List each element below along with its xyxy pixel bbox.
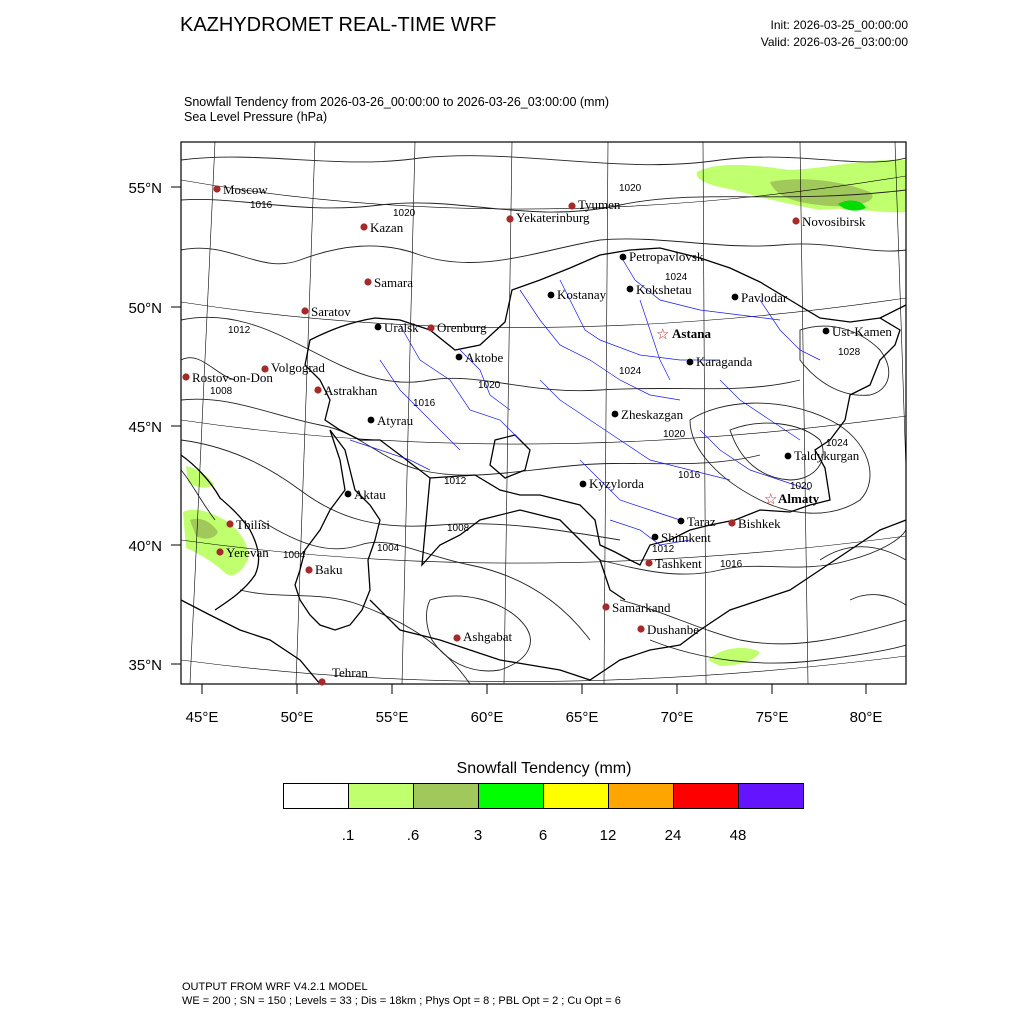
country-borders (181, 248, 906, 684)
lon-label: 55°E (375, 709, 409, 726)
city-label: Tbilisi (236, 517, 270, 532)
cities (182, 182, 892, 686)
legend-tick-label: 3 (473, 827, 483, 844)
isobar-label: 1004 (283, 550, 306, 561)
city-marker-foreign (427, 324, 434, 331)
isobar-label: 1020 (619, 183, 642, 194)
isobar-label: 1012 (444, 476, 467, 487)
isobar-label: 1016 (413, 398, 436, 409)
capital-star-icon: ☆ (764, 490, 778, 508)
city-marker-kz (785, 453, 792, 460)
russia-china-border (880, 305, 906, 318)
lon-label: 80°E (849, 709, 883, 726)
city-marker-foreign (301, 307, 308, 314)
city-label: Saratov (311, 304, 351, 319)
caspian-coast (295, 430, 380, 630)
city-label: Yekaterinburg (516, 210, 590, 225)
city-label: Orenburg (437, 320, 487, 335)
city-marker-kz (652, 534, 659, 541)
valid-time: Valid: 2026-03-26_03:00:00 (760, 35, 908, 49)
city-label: Aktau (354, 487, 386, 502)
lat-label: 45°N (128, 419, 162, 436)
city-marker-kz (732, 294, 739, 301)
isobar-label: 1008 (210, 386, 233, 397)
isobar-label: 1012 (652, 544, 675, 555)
legend-title: Snowfall Tendency (mm) (456, 760, 632, 777)
city-label: Kazan (370, 220, 404, 235)
isobar-label: 1024 (619, 366, 642, 377)
isobar-label: 1012 (228, 325, 251, 336)
city-marker-kz (687, 359, 694, 366)
city-label: Atyrau (377, 413, 414, 428)
city-marker-foreign (226, 520, 233, 527)
city-marker-foreign (364, 278, 371, 285)
isobar-label: 1004 (377, 543, 400, 554)
legend-color-box (543, 783, 609, 809)
city-marker-foreign (305, 566, 312, 573)
city-marker-kz (345, 491, 352, 498)
snowfall-area-tienshan (708, 648, 760, 666)
city-marker-kz (612, 411, 619, 418)
city-label: Taldykurgan (794, 448, 860, 463)
city-label: Samara (374, 275, 413, 290)
isobar-label: 1028 (838, 347, 861, 358)
city-label: Zheskazgan (621, 407, 684, 422)
lon-label: 65°E (565, 709, 599, 726)
legend-tick-label: 12 (599, 827, 617, 844)
field-description-snowfall: Snowfall Tendency from 2026-03-26_00:00:00 to 2026-03-26_03:00:00 (mm) (184, 95, 610, 109)
city-marker-foreign (602, 603, 609, 610)
legend-color-box (738, 783, 804, 809)
city-marker-kz (627, 286, 634, 293)
legend-color-box (608, 783, 674, 809)
latitude-labels (128, 180, 162, 674)
isobar-label: 1024 (826, 438, 849, 449)
city-label: Ashgabat (463, 629, 513, 644)
city-marker-foreign (453, 634, 460, 641)
city-marker-kz (678, 518, 685, 525)
legend-tick-label: .1 (341, 827, 355, 844)
city-label: Ust-Kamen (832, 324, 892, 339)
city-label-capital: Astana (672, 326, 712, 341)
city-label: Tyumen (578, 197, 621, 212)
city-label: Shimkent (661, 530, 711, 545)
city-label: Kokshetau (636, 282, 692, 297)
model-info-line1: OUTPUT FROM WRF V4.2.1 MODEL (182, 981, 368, 993)
city-label: Karaganda (696, 354, 753, 369)
map-title: KAZHYDROMET REAL-TIME WRF (180, 14, 497, 36)
city-label: Kyzylorda (589, 476, 644, 491)
lat-label: 40°N (128, 538, 162, 555)
legend-tick-label: 24 (664, 827, 682, 844)
isobars (181, 156, 906, 684)
lon-label: 45°E (185, 709, 219, 726)
legend-color-box (283, 783, 349, 809)
model-info-line2: WE = 200 ; SN = 150 ; Levels = 33 ; Dis = 18km ; Phys Opt = 8 ; PBL Opt = 2 ; Cu Opt = 6 (182, 995, 621, 1007)
city-marker-kz (620, 254, 627, 261)
init-time: Init: 2026-03-25_00:00:00 (770, 18, 908, 32)
city-marker-foreign (792, 217, 799, 224)
city-label: Petropavlovsk (629, 249, 704, 264)
uzbek-border (422, 478, 625, 600)
lon-label: 75°E (755, 709, 789, 726)
city-label: Taraz (687, 514, 716, 529)
city-marker-foreign (182, 373, 189, 380)
city-marker-foreign (645, 559, 652, 566)
city-label: Kostanay (557, 287, 607, 302)
city-marker-kz (548, 292, 555, 299)
city-label: Baku (315, 562, 343, 577)
lon-label: 60°E (470, 709, 504, 726)
city-marker-foreign (506, 215, 513, 222)
isobar-label: 1016 (678, 470, 701, 481)
city-marker-foreign (213, 185, 220, 192)
legend-tick-label: 48 (729, 827, 747, 844)
city-label: Rostov-on-Don (192, 370, 273, 385)
city-marker-kz (580, 481, 587, 488)
city-label: Novosibirsk (802, 214, 866, 229)
isobar-label: 1008 (447, 523, 470, 534)
city-marker-foreign (216, 548, 223, 555)
aral-sea (490, 435, 530, 478)
city-marker-kz (375, 324, 382, 331)
lon-label: 50°E (280, 709, 314, 726)
city-label: Astrakhan (324, 383, 378, 398)
legend-tick-label: .6 (406, 827, 420, 844)
legend-tick-label: 6 (538, 827, 548, 844)
city-marker-foreign (360, 223, 367, 230)
city-marker-kz (456, 354, 463, 361)
lat-label: 50°N (128, 300, 162, 317)
lat-label: 55°N (128, 180, 162, 197)
snowfall-shading (183, 160, 906, 666)
city-marker-foreign (318, 678, 325, 685)
city-marker-foreign (568, 202, 575, 209)
city-label: Samarkand (612, 600, 671, 615)
city-marker-foreign (637, 625, 644, 632)
city-label: Tashkent (655, 556, 702, 571)
city-label: Pavlodar (741, 290, 788, 305)
isobar-label: 1020 (663, 429, 686, 440)
city-marker-kz (823, 328, 830, 335)
city-label: Yerevan (226, 545, 269, 560)
capital-star-icon: ☆ (656, 325, 670, 343)
lat-label: 35°N (128, 657, 162, 674)
city-marker-kz (368, 417, 375, 424)
city-label: Uralsk (384, 320, 419, 335)
city-label: Tehran (332, 665, 368, 680)
isobar-label: 1020 (790, 481, 813, 492)
isobar-label: 1016 (720, 559, 743, 570)
isobar-label: 1020 (478, 380, 501, 391)
isobar-labels (210, 183, 861, 570)
turkey-border (181, 600, 320, 684)
city-label: Aktobe (465, 350, 504, 365)
legend-color-box (348, 783, 414, 809)
legend-color-box (478, 783, 544, 809)
city-label: Volgograd (271, 360, 325, 375)
city-label: Bishkek (738, 516, 781, 531)
legend-color-box (673, 783, 739, 809)
isobar-label: 1024 (665, 272, 688, 283)
legend-color-box (413, 783, 479, 809)
city-label: Moscow (223, 182, 268, 197)
city-marker-foreign (728, 519, 735, 526)
city-marker-foreign (314, 386, 321, 393)
field-description-slp: Sea Level Pressure (hPa) (184, 110, 328, 124)
isobar-label: 1020 (393, 208, 416, 219)
city-label-capital: Almaty (778, 491, 820, 506)
longitude-labels (186, 709, 883, 726)
lon-label: 70°E (660, 709, 694, 726)
city-label: Dushanbe (647, 622, 699, 637)
isobar-label: 1016 (250, 200, 273, 211)
